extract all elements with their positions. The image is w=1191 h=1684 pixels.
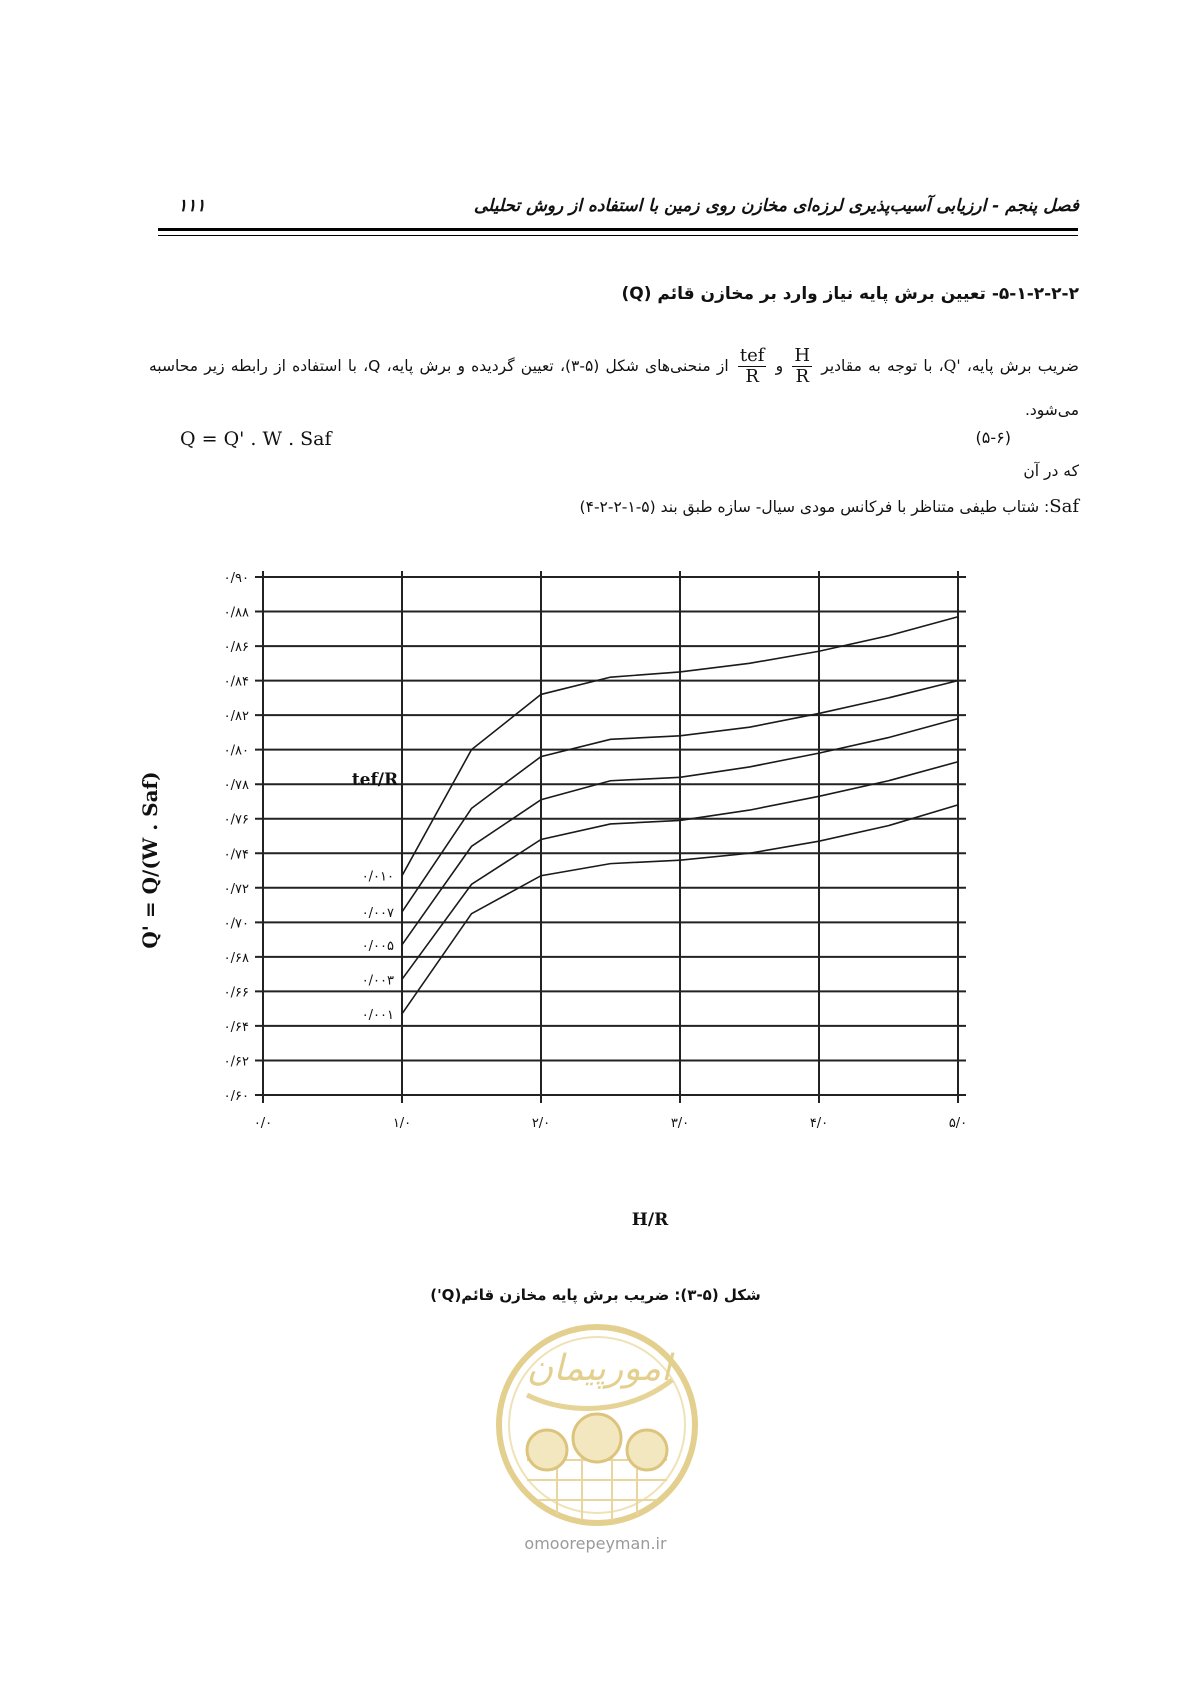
fraction-tef-over-r bbox=[738, 346, 767, 387]
y-tick-label: ۰/۸۸ bbox=[223, 605, 249, 621]
series-label: ۰/۰۰۵ bbox=[361, 938, 394, 954]
equation-number: (۵-۶) bbox=[975, 428, 1011, 447]
y-tick-label: ۰/۸۰ bbox=[223, 743, 249, 759]
series-label: ۰/۰۰۳ bbox=[361, 973, 394, 989]
series-label: ۰/۰۰۷ bbox=[361, 905, 394, 921]
y-axis-label: Q' = Q/(W . Saf) bbox=[138, 771, 162, 949]
label-layer bbox=[224, 571, 968, 1131]
watermark-url: omoorepeyman.ir bbox=[524, 1534, 667, 1553]
definition-text: : شتاب طیفی متناظر با فرکانس مودی سیال- سازه طبق بند (۵-۱-۲-۲-۴) bbox=[579, 498, 1050, 516]
x-axis-label: H/R bbox=[631, 1210, 669, 1230]
y-tick-label: ۰/۷۲ bbox=[223, 881, 249, 897]
logo-text: امورپیمان bbox=[526, 1348, 672, 1389]
series-label: ۰/۰۱۰ bbox=[361, 869, 394, 885]
paragraph-part1: ضریب برش پایه، bbox=[960, 357, 1079, 375]
x-tick-label: ۰/۰ bbox=[253, 1116, 273, 1131]
paragraph-part2: ، با توجه به مقادیر bbox=[815, 357, 944, 375]
section-heading: ۵-۱-۲-۲-۲- تعیین برش پایه نیاز وارد بر مخازن قائم (Q) bbox=[621, 284, 1079, 304]
gear-icon bbox=[527, 1430, 567, 1470]
q-prime-symbol: Q' bbox=[943, 357, 961, 375]
chart bbox=[140, 555, 1060, 1195]
definition-line bbox=[580, 496, 1079, 517]
x-tick-label: ۴/۰ bbox=[809, 1116, 829, 1131]
y-tick-label: ۰/۸۲ bbox=[223, 709, 249, 725]
paragraph-part3: از منحنی‌های شکل (۵-۳)، تعیین گردیده و برش پایه، Q، با استفاده از رابطه زیر محاسبه می‌شود. bbox=[149, 357, 1079, 419]
y-tick-label: ۰/۸۴ bbox=[223, 674, 249, 690]
y-tick-label: ۰/۶۸ bbox=[223, 950, 249, 966]
header-title: فصل پنجم - ارزیابی آسیب‌پذیری لرزه‌ای مخازن روی زمین با استفاده از روش تحلیلی bbox=[473, 196, 1079, 216]
paragraph-and: و bbox=[769, 357, 784, 375]
gear-icon bbox=[627, 1430, 667, 1470]
y-tick-label: ۰/۹۰ bbox=[223, 571, 249, 586]
y-tick-label: ۰/۷۴ bbox=[223, 847, 249, 863]
watermark-logo bbox=[487, 1320, 707, 1530]
y-tick-label: ۰/۶۲ bbox=[223, 1054, 249, 1070]
gear-icon bbox=[573, 1414, 621, 1462]
equation-formula: Q = Q' . W . Saf bbox=[180, 428, 332, 450]
y-tick-label: ۰/۶۰ bbox=[223, 1089, 249, 1104]
x-tick-label: ۱/۰ bbox=[392, 1116, 412, 1131]
header-rule-thick bbox=[158, 228, 1078, 231]
page-number: ۱۱۱ bbox=[178, 196, 206, 216]
where-text: که در آن bbox=[1023, 462, 1079, 480]
fraction-denominator: R bbox=[745, 366, 759, 387]
series-label: ۰/۰۰۱ bbox=[361, 1007, 394, 1023]
y-tick-label: ۰/۶۴ bbox=[223, 1019, 249, 1035]
fraction-numerator: tef bbox=[739, 345, 765, 366]
x-tick-label: ۳/۰ bbox=[670, 1116, 690, 1131]
body-paragraph bbox=[149, 344, 1079, 432]
x-tick-label: ۵/۰ bbox=[948, 1116, 968, 1131]
y-tick-label: ۰/۶۶ bbox=[223, 985, 249, 1001]
definition-symbol: Saf bbox=[1049, 496, 1079, 517]
y-tick-label: ۰/۷۸ bbox=[223, 778, 249, 794]
x-tick-label: ۲/۰ bbox=[531, 1116, 551, 1131]
legend-title: tef/R bbox=[351, 770, 399, 790]
y-tick-label: ۰/۷۰ bbox=[223, 916, 249, 932]
figure-caption: شکل (۵-۳): ضریب برش پایه مخازن قائم(Q') bbox=[430, 1286, 761, 1304]
grid-layer bbox=[255, 571, 966, 1103]
fraction-denominator: R bbox=[795, 366, 809, 387]
header-rule-thin bbox=[158, 235, 1078, 236]
fraction-h-over-r bbox=[792, 346, 812, 387]
y-tick-label: ۰/۷۶ bbox=[223, 812, 249, 828]
fraction-numerator: H bbox=[794, 345, 811, 366]
y-tick-label: ۰/۸۶ bbox=[223, 640, 249, 656]
